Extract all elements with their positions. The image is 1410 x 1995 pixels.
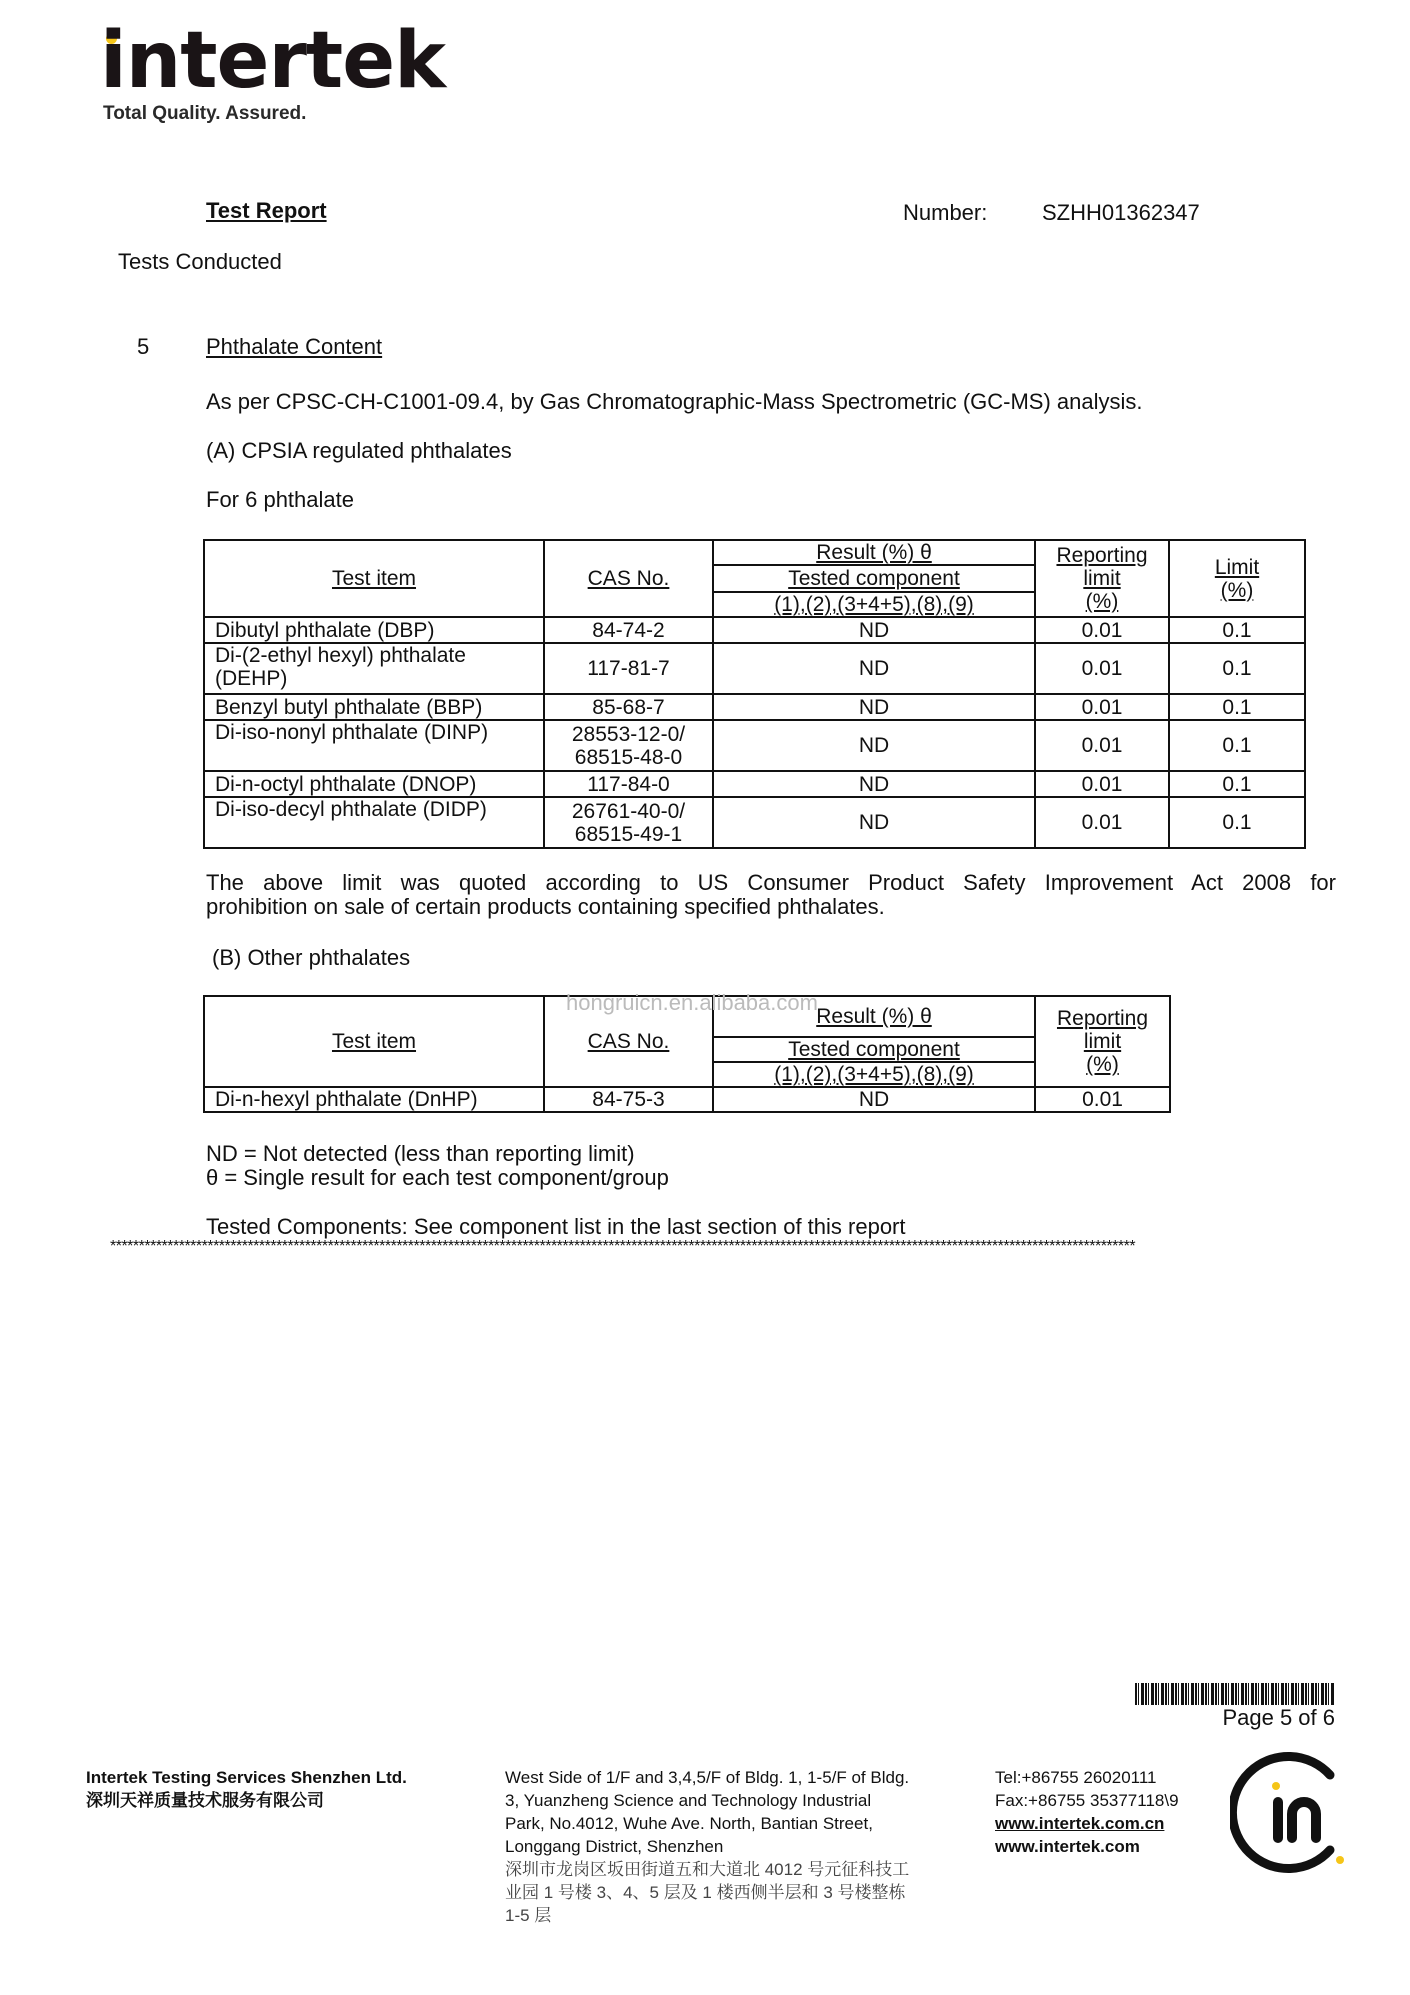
part-b-heading: (B) Other phthalates — [212, 945, 411, 970]
legend-theta: θ = Single result for each test component/group — [206, 1165, 669, 1190]
reporting-limit-cell: 0.01 — [1035, 617, 1169, 643]
method-text: As per CPSC-CH-C1001-09.4, by Gas Chromatographic-Mass Spectrometric (GC-MS) analysis. — [206, 389, 1143, 414]
test-item-cell: Dibutyl phthalate (DBP) — [204, 617, 544, 643]
section-title: Phthalate Content — [206, 334, 383, 359]
limit-note-line1: The above limit was quoted according to US Consumer Product Safety Improvement Act 2008 for — [206, 870, 1336, 895]
test-item-cell: Di-n-octyl phthalate (DNOP) — [204, 771, 544, 797]
address-line: Longgang District, Shenzhen — [505, 1837, 724, 1856]
result-cell: ND — [713, 694, 1035, 720]
result-cell: ND — [713, 1087, 1035, 1112]
website-link[interactable]: www.intertek.com — [995, 1837, 1140, 1856]
reporting-limit-cell: 0.01 — [1035, 720, 1169, 771]
test-item-cell: Di-(2-ethyl hexyl) phthalate (DEHP) — [204, 643, 544, 694]
test-item-cell: Di-iso-decyl phthalate (DIDP) — [204, 797, 544, 848]
report-title: Test Report — [206, 198, 327, 223]
header-test-item: Test item — [204, 540, 544, 617]
reporting-limit-cell: 0.01 — [1035, 771, 1169, 797]
cas-no-cell: 28553-12-0/ 68515-48-0 — [544, 720, 713, 771]
header-tested-component: Tested component — [713, 565, 1035, 592]
header-test-item: Test item — [204, 996, 544, 1087]
table-row — [204, 797, 1305, 848]
for-label: For 6 phthalate — [206, 487, 354, 512]
test-item-cell: Di-iso-nonyl phthalate (DINP) — [204, 720, 544, 771]
report-number: SZHH01362347 — [1042, 200, 1200, 225]
address-line: 1-5 层 — [505, 1906, 552, 1925]
intertek-logo: intertek — [100, 16, 445, 106]
limit-cell: 0.1 — [1169, 694, 1305, 720]
page-number: Page 5 of 6 — [1222, 1705, 1335, 1730]
cas-no-cell: 84-74-2 — [544, 617, 713, 643]
header-components: (1),(2),(3+4+5),(8),(9) — [713, 592, 1035, 617]
limit-note-line2: prohibition on sale of certain products containing specified phthalates. — [206, 894, 885, 919]
footer-company-en: Intertek Testing Services Shenzhen Ltd. — [86, 1768, 407, 1787]
cas-no-cell: 117-84-0 — [544, 771, 713, 797]
table-row — [204, 643, 1305, 694]
result-cell: ND — [713, 771, 1035, 797]
header-tested-component: Tested component — [713, 1037, 1035, 1062]
header-components: (1),(2),(3+4+5),(8),(9) — [713, 1062, 1035, 1087]
limit-cell: 0.1 — [1169, 643, 1305, 694]
table-row — [204, 771, 1305, 797]
cas-no-cell: 26761-40-0/ 68515-49-1 — [544, 797, 713, 848]
result-cell: ND — [713, 617, 1035, 643]
table-row — [204, 1087, 1170, 1112]
header-reporting-limit: Reporting limit (%) — [1035, 540, 1169, 617]
address-line: West Side of 1/F and 3,4,5/F of Bldg. 1, 1-5/F of Bldg. — [505, 1768, 910, 1787]
part-a-heading: (A) CPSIA regulated phthalates — [206, 438, 512, 463]
cas-no-cell: 84-75-3 — [544, 1087, 713, 1112]
website-cn-link[interactable]: www.intertek.com.cn — [995, 1814, 1165, 1833]
intertek-emblem-icon — [1230, 1750, 1355, 1875]
address-line: 业园 1 号楼 3、4、5 层及 1 楼西侧半层和 3 号楼整栋 — [505, 1883, 906, 1902]
legend-nd: ND = Not detected (less than reporting limit) — [206, 1141, 635, 1166]
limit-cell: 0.1 — [1169, 720, 1305, 771]
tel: Tel:+86755 26020111 — [995, 1768, 1157, 1787]
logo-tagline: Total Quality. Assured. — [103, 103, 307, 124]
reporting-limit-cell: 0.01 — [1035, 797, 1169, 848]
address-line: Park, No.4012, Wuhe Ave. North, Bantian Street, — [505, 1814, 873, 1833]
header-cas-no: CAS No. — [544, 996, 713, 1087]
table-row — [204, 617, 1305, 643]
limit-cell: 0.1 — [1169, 771, 1305, 797]
reporting-limit-cell: 0.01 — [1035, 694, 1169, 720]
limit-cell: 0.1 — [1169, 617, 1305, 643]
header-cas-no: CAS No. — [544, 540, 713, 617]
table-row — [204, 694, 1305, 720]
reporting-limit-cell: 0.01 — [1035, 1087, 1170, 1112]
header-result: Result (%) θ — [713, 540, 1035, 565]
tests-conducted-heading: Tests Conducted — [118, 249, 282, 274]
header-limit: Limit (%) — [1169, 540, 1305, 617]
table-row — [204, 720, 1305, 771]
number-label: Number: — [903, 200, 988, 225]
cas-no-cell: 85-68-7 — [544, 694, 713, 720]
separator-line: *********************************************************************************************************************************************************************************** — [110, 1238, 1136, 1255]
watermark: hongruicn.en.alibaba.com — [566, 990, 818, 1015]
address-line: 3, Yuanzheng Science and Technology Industrial — [505, 1791, 872, 1810]
header-result: Result (%) θ — [713, 996, 1035, 1037]
cas-no-cell: 117-81-7 — [544, 643, 713, 694]
result-cell: ND — [713, 643, 1035, 694]
footer-address — [505, 1766, 909, 1927]
header-reporting-limit: Reporting limit (%) — [1035, 996, 1170, 1087]
limit-cell: 0.1 — [1169, 797, 1305, 848]
footer-company-cn: 深圳天祥质量技术服务有限公司 — [86, 1791, 324, 1810]
tested-components-note: Tested Components: See component list in the last section of this report — [206, 1214, 906, 1239]
section-number: 5 — [137, 334, 150, 359]
result-cell: ND — [713, 797, 1035, 848]
footer-contact — [995, 1766, 1179, 1858]
test-item-cell: Di-n-hexyl phthalate (DnHP) — [204, 1087, 544, 1112]
barcode — [1135, 1683, 1335, 1705]
test-item-cell: Benzyl butyl phthalate (BBP) — [204, 694, 544, 720]
address-line: 深圳市龙岗区坂田街道五和大道北 4012 号元征科技工 — [505, 1860, 910, 1879]
result-cell: ND — [713, 720, 1035, 771]
fax: Fax:+86755 35377118\9 — [995, 1791, 1179, 1810]
reporting-limit-cell: 0.01 — [1035, 643, 1169, 694]
cpsia-phthalates-table — [203, 539, 1306, 849]
